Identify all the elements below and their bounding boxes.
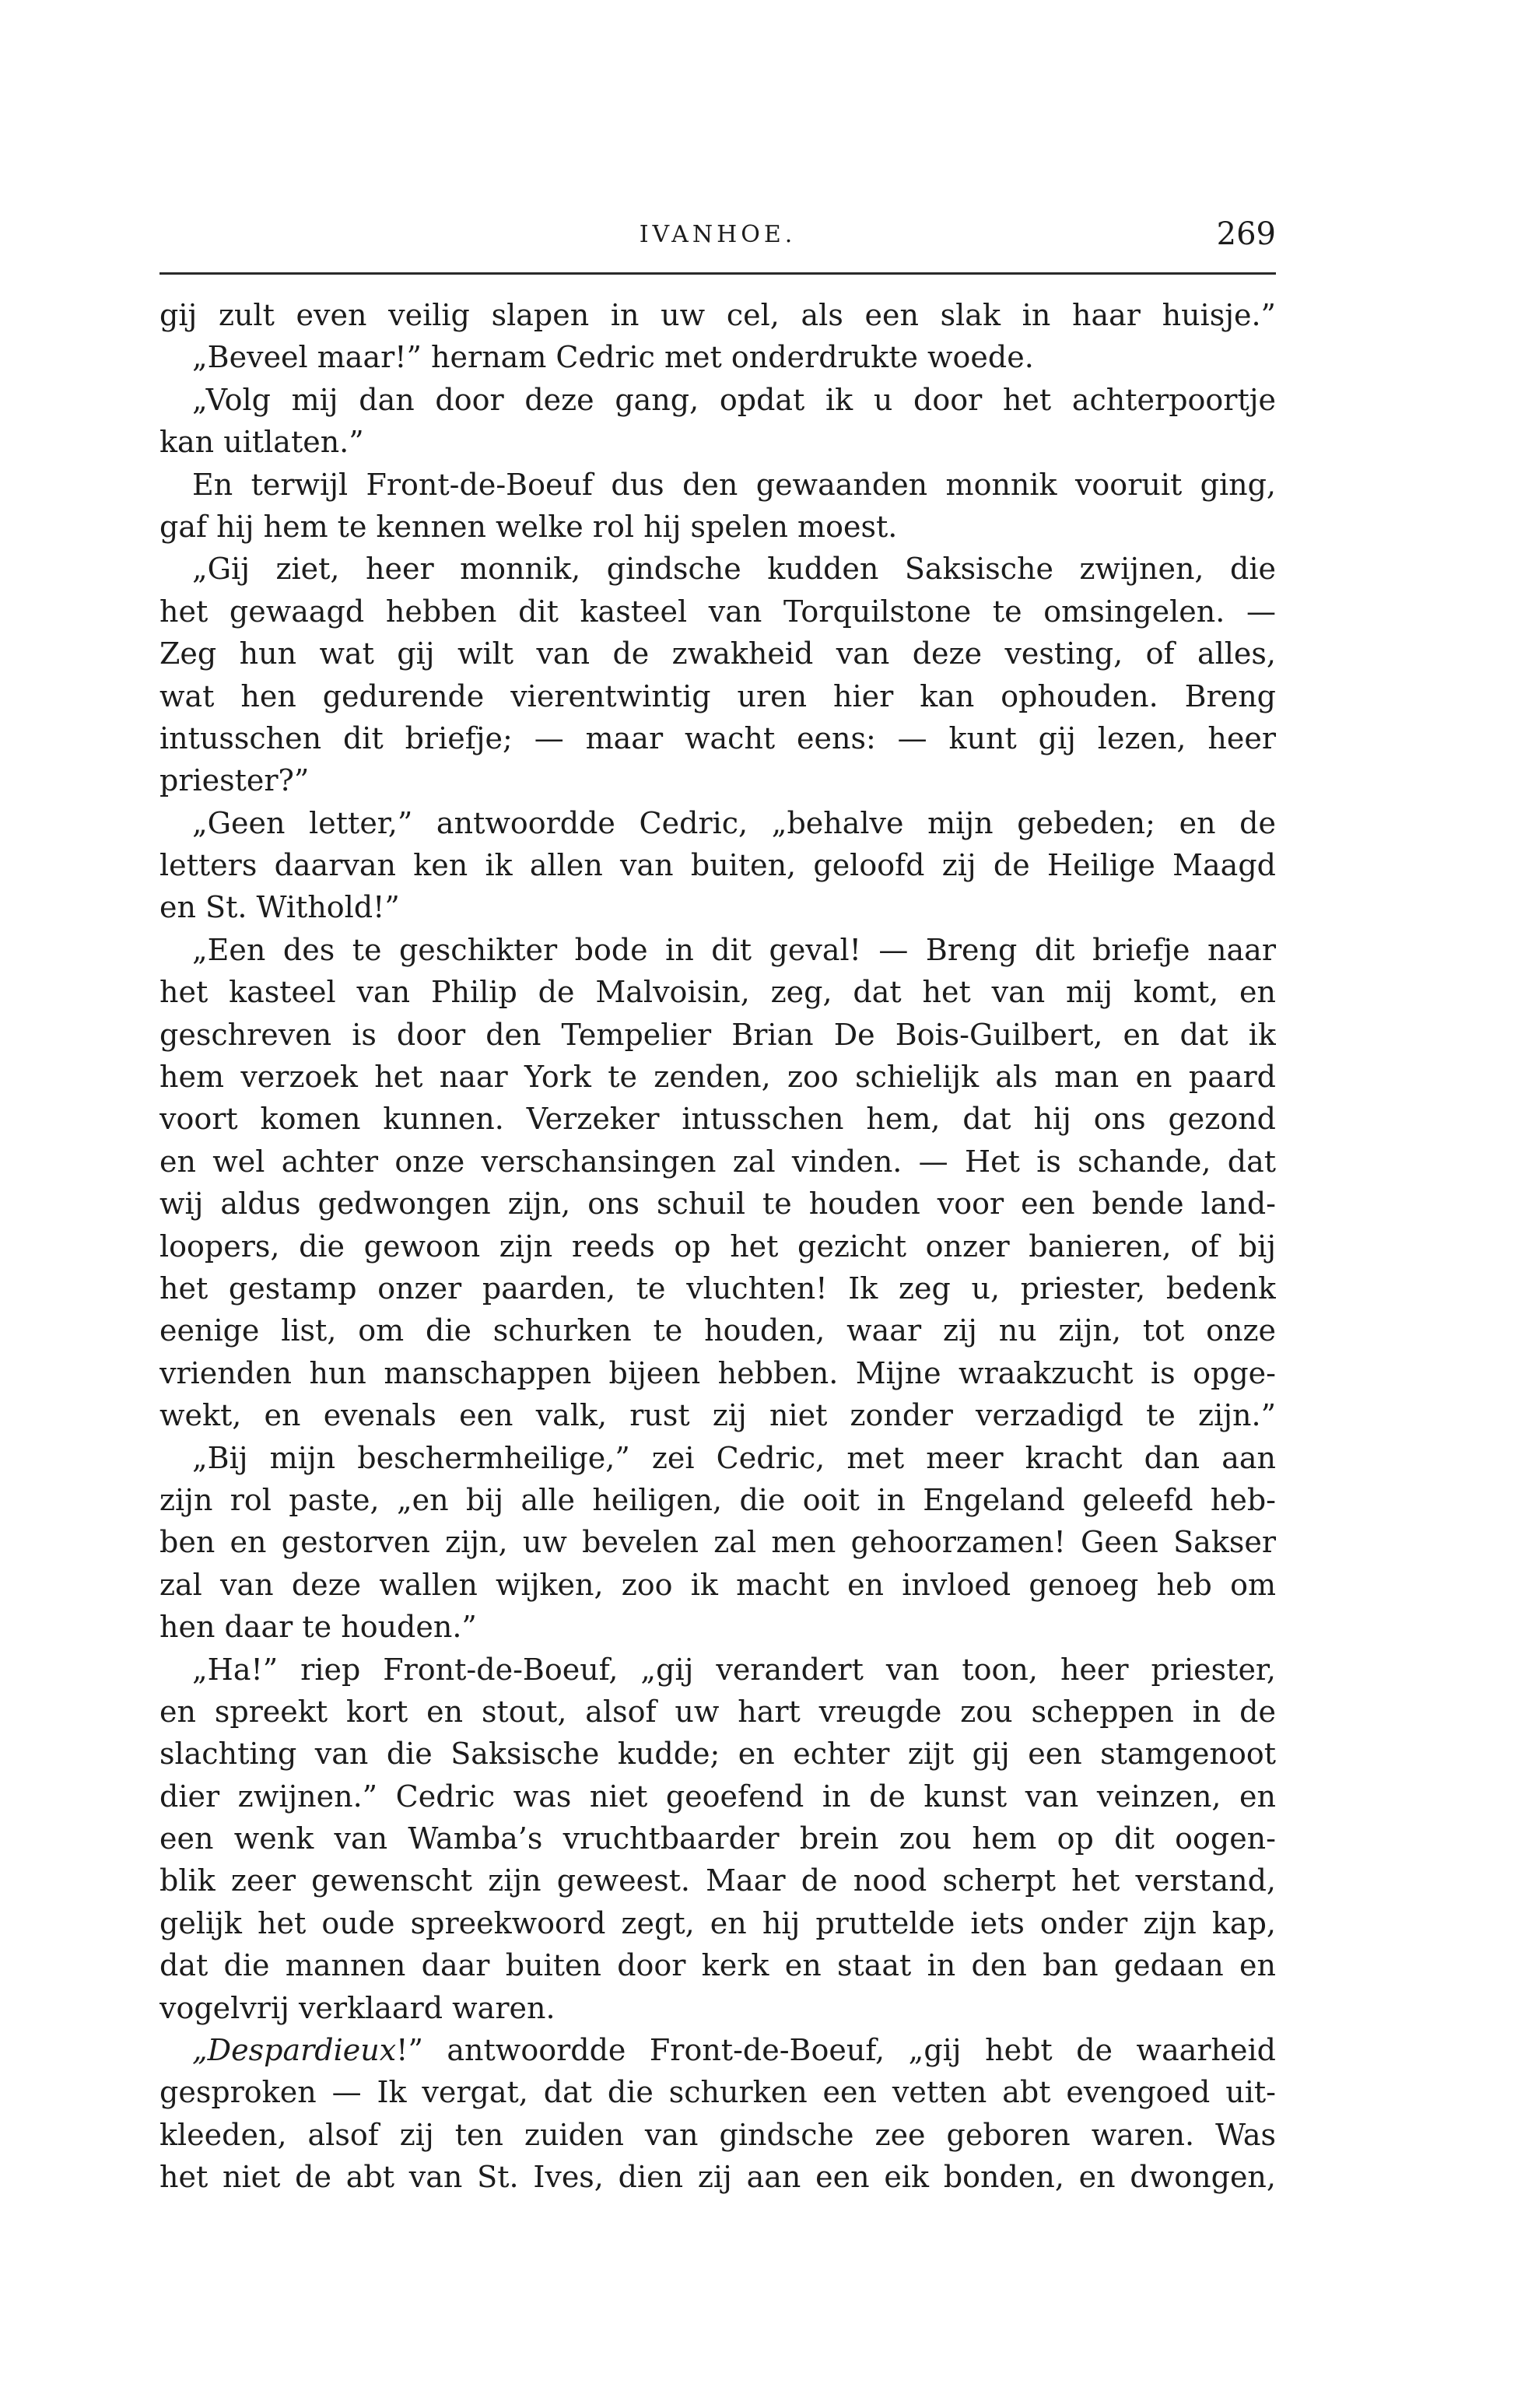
text-line: „Beveel maar!” hernam Cedric met onderdrukte woede. xyxy=(192,340,1034,375)
text-line: zal van deze wallen wijken, zoo ik macht en invloed genoeg heb om xyxy=(159,1567,1276,1602)
text-line: wij aldus gedwongen zijn, ons schuil te houden voor een bende land- xyxy=(159,1186,1276,1222)
text-line: gesproken — Ik vergat, dat die schurken een vetten abt evengoed uit- xyxy=(159,2075,1276,2110)
text-line: gelijk het oude spreekwoord zegt, en hij pruttelde iets onder zijn kap, xyxy=(159,1905,1276,1940)
text-line: „Bij mijn beschermheilige,” zei Cedric, met meer kracht dan aan xyxy=(192,1440,1276,1475)
text-line: het gewaagd hebben dit kasteel van Torquilstone te omsingelen. — xyxy=(159,594,1276,629)
text-line: wekt, en evenals een valk, rust zij niet zonder verzadigd te zijn.” xyxy=(159,1398,1276,1433)
body-text xyxy=(159,294,1276,2199)
page-header xyxy=(159,216,1276,260)
running-title: IVANHOE. xyxy=(639,221,797,248)
text-line: „Volg mij dan door deze gang, opdat ik u door het achterpoortje xyxy=(192,382,1276,417)
text-line: Zeg hun wat gij wilt van de zwakheid van deze vesting, of alles, xyxy=(159,636,1276,671)
text-line: hem verzoek het naar York te zenden, zoo schielijk als man en paard xyxy=(159,1060,1276,1095)
text-line: voort komen kunnen. Verzeker intusschen hem, dat hij ons gezond xyxy=(159,1102,1276,1137)
text-line: gaf hij hem te kennen welke rol hij spelen moest. xyxy=(159,509,898,544)
text-line: „Geen letter,” antwoordde Cedric, „behalve mijn gebeden; en de xyxy=(192,805,1276,840)
text-line: ben en gestorven zijn, uw bevelen zal men gehoorzamen! Geen Sakser xyxy=(159,1525,1276,1560)
text-line: zijn rol paste, „en bij alle heiligen, die ooit in Engeland geleefd heb- xyxy=(159,1482,1276,1517)
text-line: dier zwijnen.” Cedric was niet geoefend in de kunst van veinzen, en xyxy=(159,1779,1276,1814)
text-line: gij zult even veilig slapen in uw cel, als een slak in haar huisje.” xyxy=(159,298,1276,332)
text-line: en spreekt kort en stout, alsof uw hart vreugde zou scheppen in de xyxy=(159,1694,1276,1729)
header-rule xyxy=(159,272,1276,275)
text-line: En terwijl Front-de-Boeuf dus den gewaanden monnik vooruit ging, xyxy=(192,467,1276,502)
text-line: wat hen gedurende vierentwintig uren hier kan ophouden. Breng xyxy=(159,678,1276,713)
text-line: eenige list, om die schurken te houden, waar zij nu zijn, tot onze xyxy=(159,1313,1276,1348)
text-line: letters daarvan ken ik allen van buiten, geloofd zij de Heilige Maagd xyxy=(159,848,1276,883)
text-line: „Een des te geschikter bode in dit geval! — Breng dit briefje naar xyxy=(192,932,1276,967)
text-line: kleeden, alsof zij ten zuiden van gindsche zee geboren waren. Was xyxy=(159,2117,1276,2152)
text-line: kan uitlaten.” xyxy=(159,425,364,460)
text-line: een wenk van Wamba’s vruchtbaarder brein zou hem op dit oogen- xyxy=(159,1821,1276,1856)
text-line: het niet de abt van St. Ives, dien zij aan een eik bonden, en dwongen, xyxy=(159,2160,1276,2195)
text-line: „Ha!” riep Front-de-Boeuf, „gij verandert van toon, heer priester, xyxy=(192,1652,1276,1687)
text-line: vogelvrij verklaard waren. xyxy=(159,1990,555,2025)
text-line: „Despardieux!” antwoordde Front-de-Boeuf, „gij hebt de waarheid xyxy=(192,2033,1276,2068)
text-line: dat die mannen daar buiten door kerk en staat in den ban gedaan en xyxy=(159,1948,1276,1983)
text-line: blik zeer gewenscht zijn geweest. Maar de nood scherpt het verstand, xyxy=(159,1863,1276,1898)
text-line: het kasteel van Philip de Malvoisin, zeg, dat het van mij komt, en xyxy=(159,975,1276,1010)
text-line: slachting van die Saksische kudde; en echter zijt gij een stamgenoot xyxy=(159,1737,1276,1772)
text-line: en St. Withold!” xyxy=(159,890,400,925)
text-line: vrienden hun manschappen bijeen hebben. Mijne wraakzucht is opge- xyxy=(159,1355,1276,1390)
text-line: intusschen dit briefje; — maar wacht eens: — kunt gij lezen, heer xyxy=(159,720,1276,755)
text-line: hen daar te houden.” xyxy=(159,1610,477,1645)
text-line: „Gij ziet, heer monnik, gindsche kudden Saksische zwijnen, die xyxy=(192,552,1276,587)
italic-word: „Despardieux xyxy=(192,2033,397,2068)
text-line: en wel achter onze verschansingen zal vinden. — Het is schande, dat xyxy=(159,1144,1276,1179)
text-line: loopers, die gewoon zijn reeds op het gezicht onzer banieren, of bij xyxy=(159,1229,1276,1264)
text-line: geschreven is door den Tempelier Brian De Bois-Guilbert, en dat ik xyxy=(159,1017,1276,1052)
text-line: priester?” xyxy=(159,763,310,798)
text-line: het gestamp onzer paarden, te vluchten! Ik zeg u, priester, bedenk xyxy=(159,1271,1276,1306)
page-number: 269 xyxy=(1216,216,1276,252)
